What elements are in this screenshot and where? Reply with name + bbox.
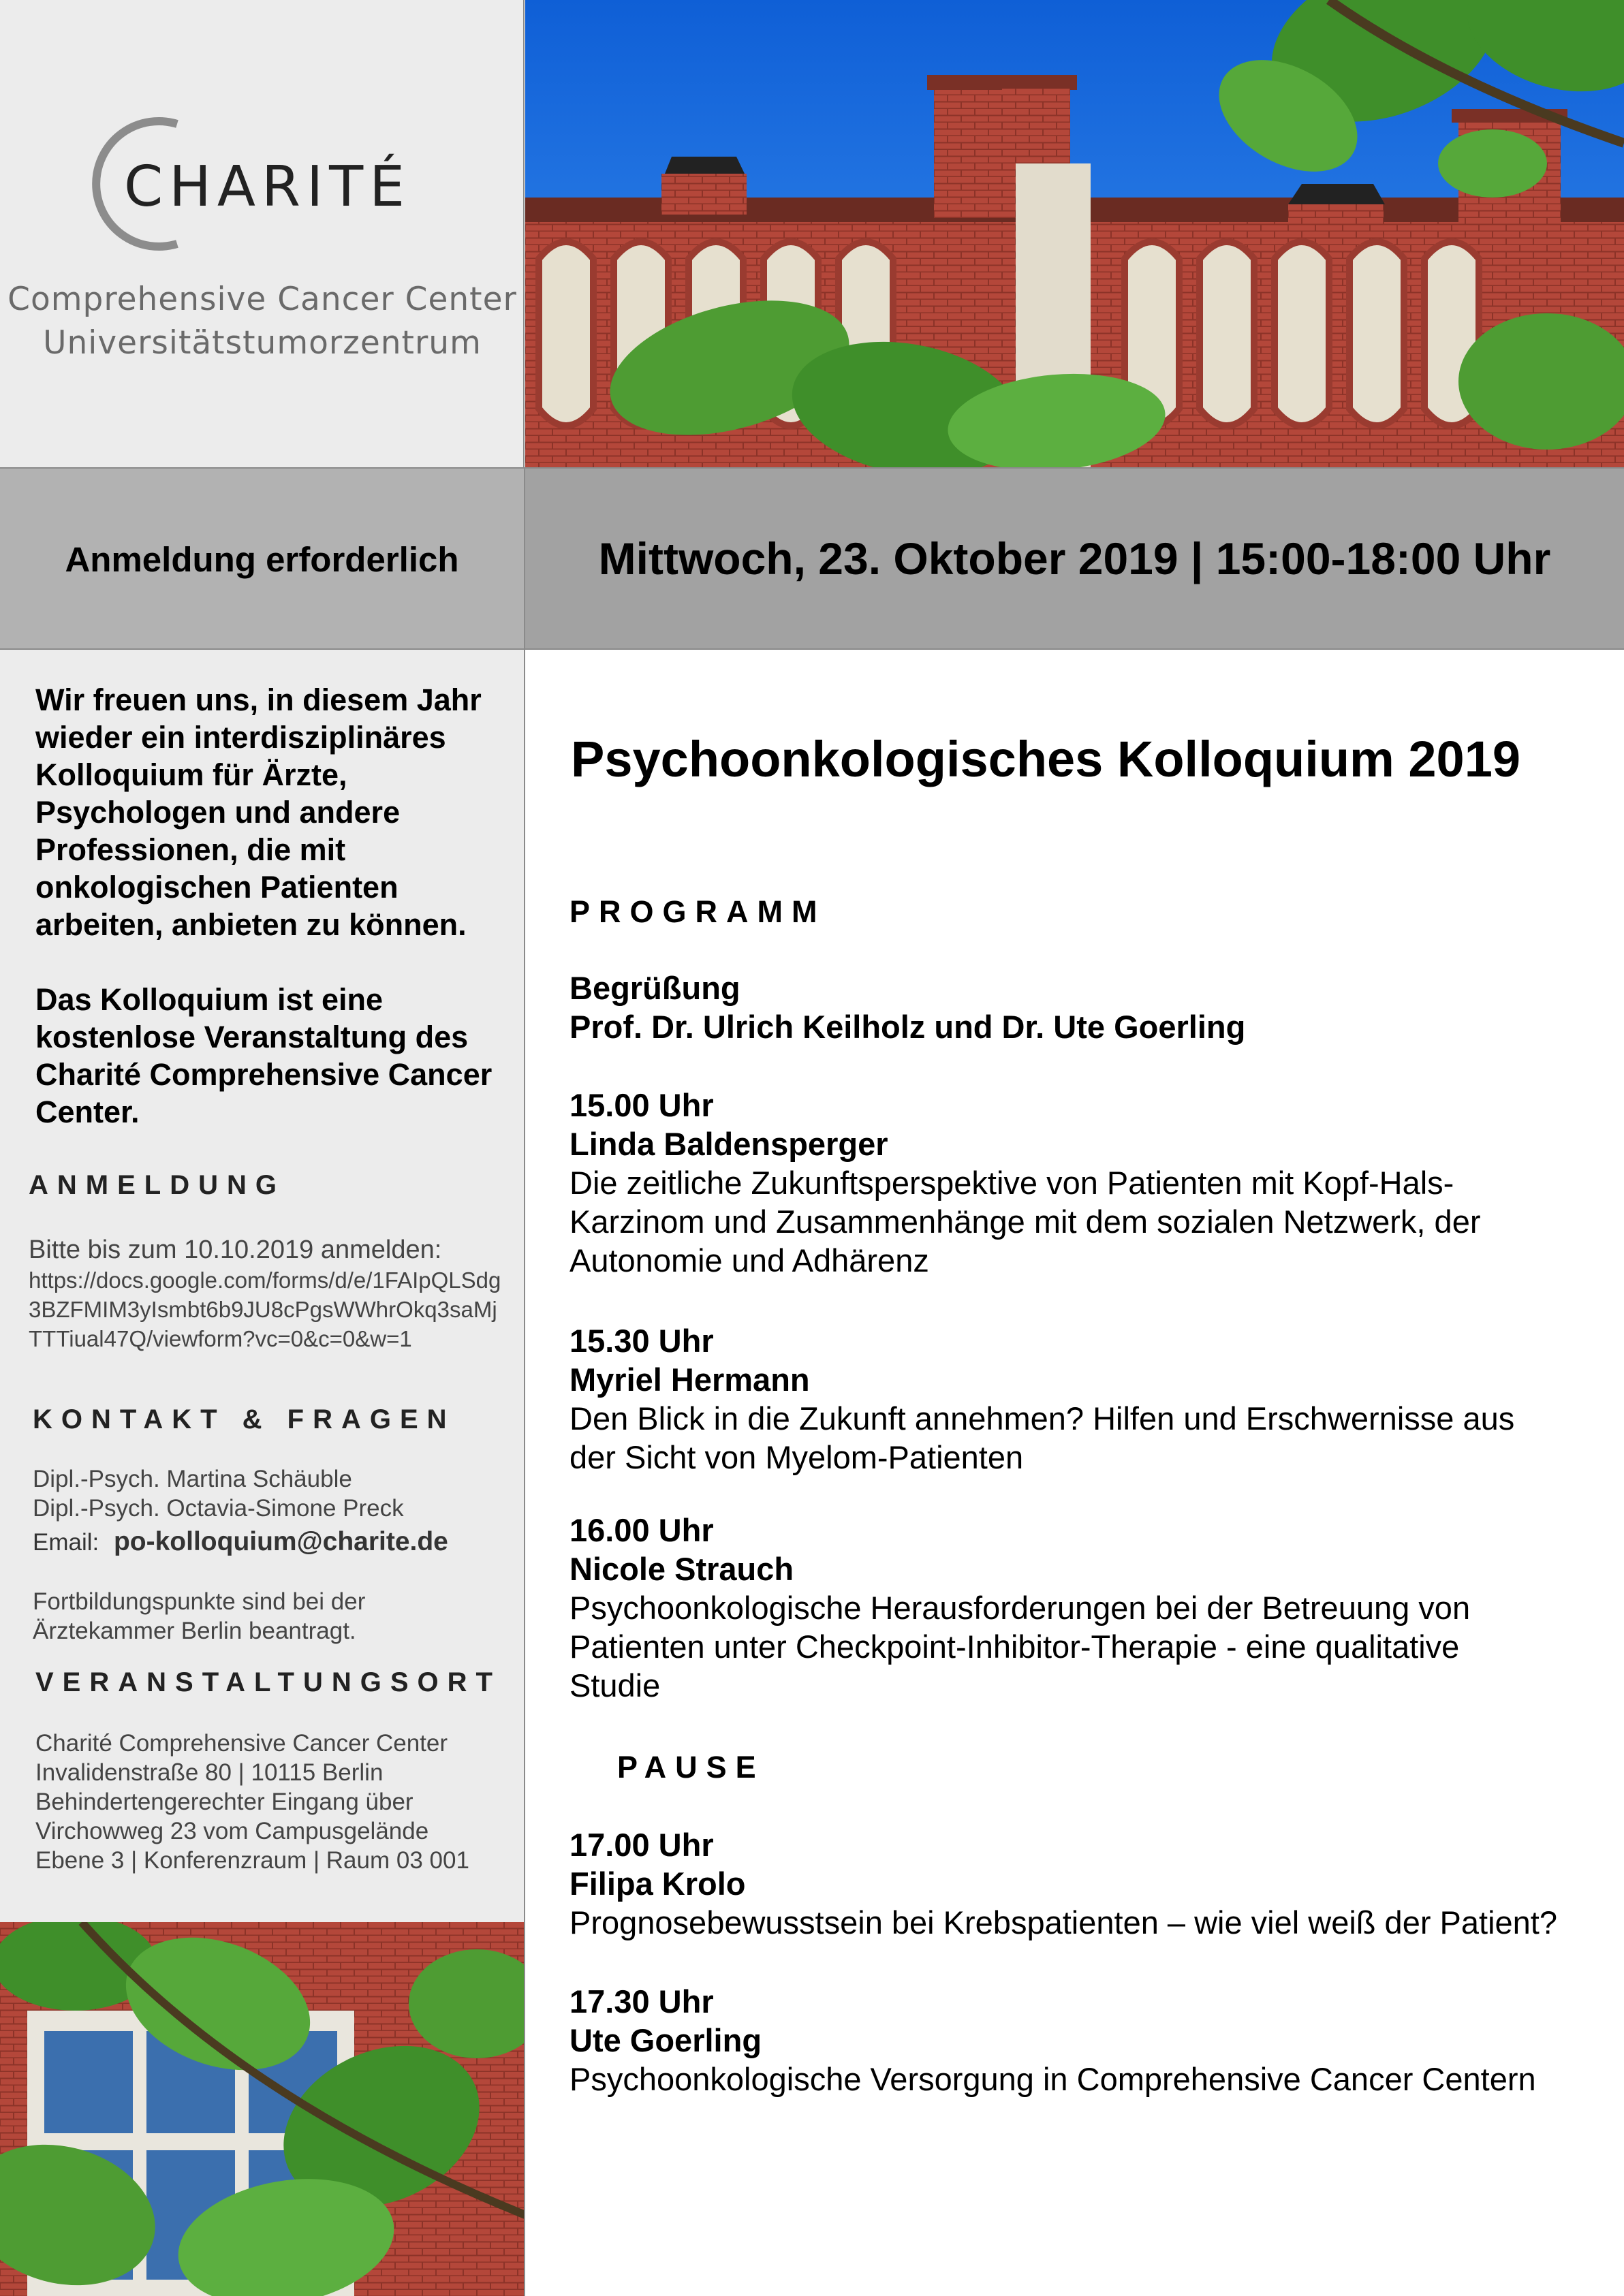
talk-time: 16.00 Uhr <box>569 1512 714 1548</box>
venue-address <box>35 1729 448 1846</box>
registration-required-note: Anmeldung erforderlich <box>65 540 459 579</box>
registration-banner <box>0 467 525 650</box>
center-name: Comprehensive Cancer Center <box>7 281 517 318</box>
program-item <box>569 1511 1605 1705</box>
charite-logo <box>75 109 456 259</box>
registration-link[interactable]: https://docs.google.com/forms/d/e/1FAIpQLSdg3BZFMIM3yIsmbt6b9JU8cPgsWWhrOkq3saMjTTTiual47Q/viewform?vc=0&c=0&w=1 <box>29 1268 501 1351</box>
pause-label: PAUSE <box>617 1750 765 1784</box>
intro-paragraph: Wir freuen uns, in diesem Jahr wieder ein interdisziplinäres Kolloquium für Ärzte, Psychologen und andere Professionen, die mit onkologischen Patienten arbeiten, anbieten zu können. <box>35 682 482 942</box>
contact-heading: KONTAKT & FRAGEN <box>33 1404 456 1434</box>
venue-line: Charité Comprehensive Cancer Center <box>35 1730 448 1757</box>
talk-title-line: Prognosebewusstsein bei Krebspatienten – wie viel weiß der Patient? <box>569 1904 1558 1940</box>
talk-time: 15.30 Uhr <box>569 1323 714 1359</box>
intro-free-event: Das Kolloquium ist eine kostenlose Veranstaltung des Charité Comprehensive Cancer Center. <box>35 982 493 1129</box>
building-photo <box>525 0 1624 467</box>
venue-room: Ebene 3 | Konferenzraum | Raum 03 001 <box>35 1847 469 1874</box>
talk-title-line: Die zeitliche Zukunftsperspektive von Patienten mit Kopf-Hals- <box>569 1165 1454 1201</box>
event-date: Mittwoch, 23. Oktober 2019 | 15:00-18:00 Uhr <box>598 533 1551 584</box>
info-sidebar <box>0 650 525 1922</box>
talk-speaker: Nicole Strauch <box>569 1551 794 1587</box>
talk-title-line: Patienten unter Checkpoint-Inhibitor-Therapie - eine qualitative <box>569 1629 1460 1665</box>
building-illustration <box>525 0 1624 467</box>
talk-time: 17.00 Uhr <box>569 1827 714 1863</box>
contact-email-link[interactable]: po-kolloquium@charite.de <box>113 1527 448 1556</box>
contact-person: Dipl.-Psych. Octavia-Simone Preck <box>33 1495 404 1522</box>
logo-block <box>0 0 525 467</box>
program-welcome <box>569 969 1605 1046</box>
talk-title-line: Autonomie und Adhärenz <box>569 1242 929 1278</box>
talk-title-line: Karzinom und Zusammenhänge mit dem sozialen Netzwerk, der <box>569 1204 1481 1240</box>
venue-line: Virchowweg 23 vom Campusgelände <box>35 1818 429 1844</box>
registration-heading: ANMELDUNG <box>29 1170 285 1200</box>
talk-title-line: Psychoonkologische Versorgung in Comprehensive Cancer Centern <box>569 2061 1536 2097</box>
program-item <box>569 1086 1605 1280</box>
talk-speaker: Myriel Hermann <box>569 1362 810 1398</box>
talk-time: 15.00 Uhr <box>569 1087 714 1123</box>
talk-title-line: Psychoonkologische Herausforderungen bei der Betreuung von <box>569 1590 1471 1626</box>
talk-speaker: Ute Goerling <box>569 2022 762 2058</box>
email-label: Email: <box>33 1529 99 1556</box>
talk-speaker: Linda Baldensperger <box>569 1126 888 1162</box>
talk-title-line: Studie <box>569 1667 661 1703</box>
logo-wordmark: CHARITÉ <box>124 155 411 219</box>
date-banner <box>525 467 1624 650</box>
venue-line: Invalidenstraße 80 | 10115 Berlin <box>35 1759 384 1786</box>
welcome-label: Begrüßung <box>569 970 740 1006</box>
center-subtitle: Universitätstumorzentrum <box>43 324 482 362</box>
program-heading: PROGRAMM <box>569 894 826 929</box>
talk-speaker: Filipa Krolo <box>569 1866 746 1902</box>
credits-note <box>33 1587 365 1646</box>
contact-email-row <box>33 1527 448 1557</box>
contact-person: Dipl.-Psych. Martina Schäuble <box>33 1466 352 1492</box>
talk-time: 17.30 Uhr <box>569 1983 714 2019</box>
talk-title-line: Den Blick in die Zukunft annehmen? Hilfen und Erschwernisse aus <box>569 1400 1515 1436</box>
event-title: Psychoonkologisches Kolloquium 2019 <box>571 731 1521 787</box>
welcome-speakers: Prof. Dr. Ulrich Keilholz und Dr. Ute Goerling <box>569 1009 1246 1045</box>
program-item <box>569 1825 1605 1942</box>
window-illustration <box>0 1922 525 2296</box>
venue-line: Behindertengerechter Eingang über <box>35 1789 413 1815</box>
program-item <box>569 1982 1605 2098</box>
talk-title-line: der Sicht von Myelom-Patienten <box>569 1439 1024 1475</box>
window-photo <box>0 1922 525 2296</box>
contact-persons <box>33 1464 404 1523</box>
credits-line: Fortbildungspunkte sind bei der <box>33 1588 366 1615</box>
program-item <box>569 1321 1605 1477</box>
credits-line: Ärztekammer Berlin beantragt. <box>33 1618 356 1644</box>
venue-heading: VERANSTALTUNGSORT <box>35 1667 501 1697</box>
registration-deadline: Bitte bis zum 10.10.2019 anmelden: <box>29 1236 442 1264</box>
